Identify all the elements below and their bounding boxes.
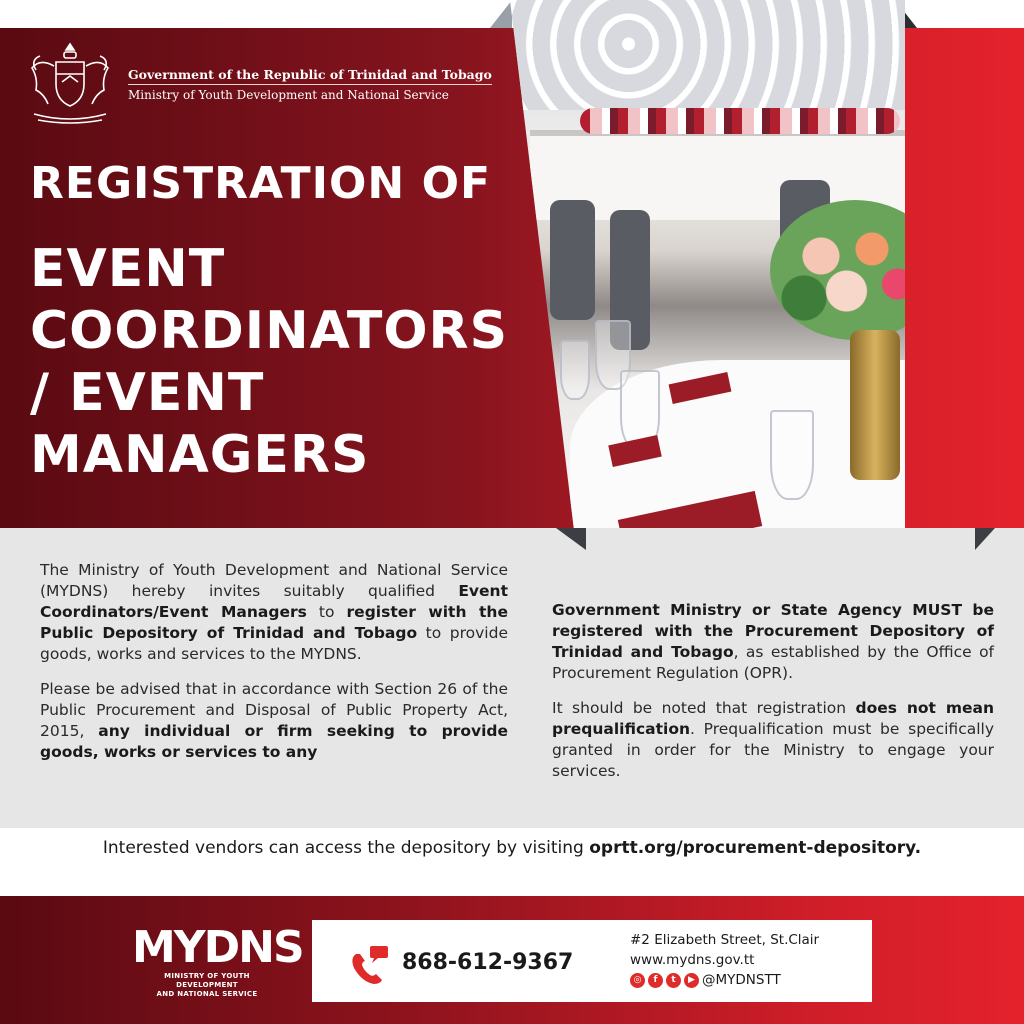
bold-text: Government Ministry or State Agency MUST be registered with the Procurement Depository of Trinidad and Tobago [552,601,994,661]
facebook-icon[interactable]: f [648,973,663,988]
government-header [24,40,492,128]
info-column-right [552,600,994,796]
paragraph-invitation [40,560,508,665]
text-span: The Ministry of Youth Development and National Service (MYDNS) hereby invites suitably qualified [40,561,508,600]
address-text: #2 Elizabeth Street, St.Clair [630,932,820,948]
photo-ceiling-lights [510,0,905,110]
government-title [128,67,492,102]
info-column-left [40,560,508,777]
website-link[interactable]: www.mydns.gov.tt [630,952,755,968]
title-prefix: REGISTRATION OF [30,158,492,209]
photo-glass [560,340,590,400]
social-links [630,970,819,990]
logo-wordmark: MYDNS [132,922,303,973]
bold-text: Event Coordinators/Event Managers [40,582,508,621]
event-table-photo [510,0,905,556]
photo-flower-garland [580,108,900,134]
corner-accent [975,528,995,550]
paragraph-prequalification [552,698,994,782]
coat-of-arms-icon [24,40,116,128]
contact-details [630,930,819,990]
text-span: It should be noted that registration [552,699,856,717]
vendors-text: Interested vendors can access the depository by visiting [102,838,590,858]
text-span: Please be advised that in accordance with Section 26 of the Public Procurement and Disposal of Public Property Act, 2015, [40,680,508,740]
text-span: to [306,603,347,621]
corner-accent [490,0,512,28]
bold-text: any individual or firm seeking to provide goods, works or services to any [40,722,508,761]
youtube-icon[interactable]: ▶ [684,973,699,988]
title-line: MANAGERS [30,425,370,485]
text-span: . Prequalification must be specifically granted in order for the Ministry to engage your services. [552,720,994,780]
bold-text: register with the Public Depository of Trinidad and Tobago [40,603,508,642]
main-title [30,238,530,486]
bold-text: does not mean prequalification [552,699,994,738]
photo-glass [770,410,814,500]
text-span: , as established by the Office of Procurement Regulation (OPR). [552,643,995,682]
social-handle[interactable]: @MYDNSTT [702,972,781,988]
photo-vase [850,330,900,480]
depository-link[interactable]: oprtt.org/procurement-depository. [589,838,922,858]
paragraph-legal [40,679,508,763]
paragraph-registration [552,600,994,684]
phone-number[interactable]: 868-612-9367 [402,950,574,975]
government-name: Government of the Republic of Trinidad and Tobago [128,67,492,85]
logo-subtitle: MINISTRY OF YOUTH DEVELOPMENT [164,972,250,989]
title-line: EVENT [30,239,226,299]
title-line: / EVENT [30,363,265,423]
phone-chat-icon [348,944,392,986]
title-line: COORDINATORS [30,301,509,361]
vendors-notice [0,838,1024,858]
mydns-logo [132,922,303,999]
logo-subtitle: AND NATIONAL SERVICE [156,990,258,998]
corner-accent [556,528,586,550]
twitter-icon[interactable]: t [666,973,681,988]
photo-chair [550,200,595,320]
instagram-icon[interactable]: ◎ [630,973,645,988]
text-span: to provide goods, works and services to the MYDNS. [40,624,508,663]
ministry-name: Ministry of Youth Development and National Service [128,87,449,102]
